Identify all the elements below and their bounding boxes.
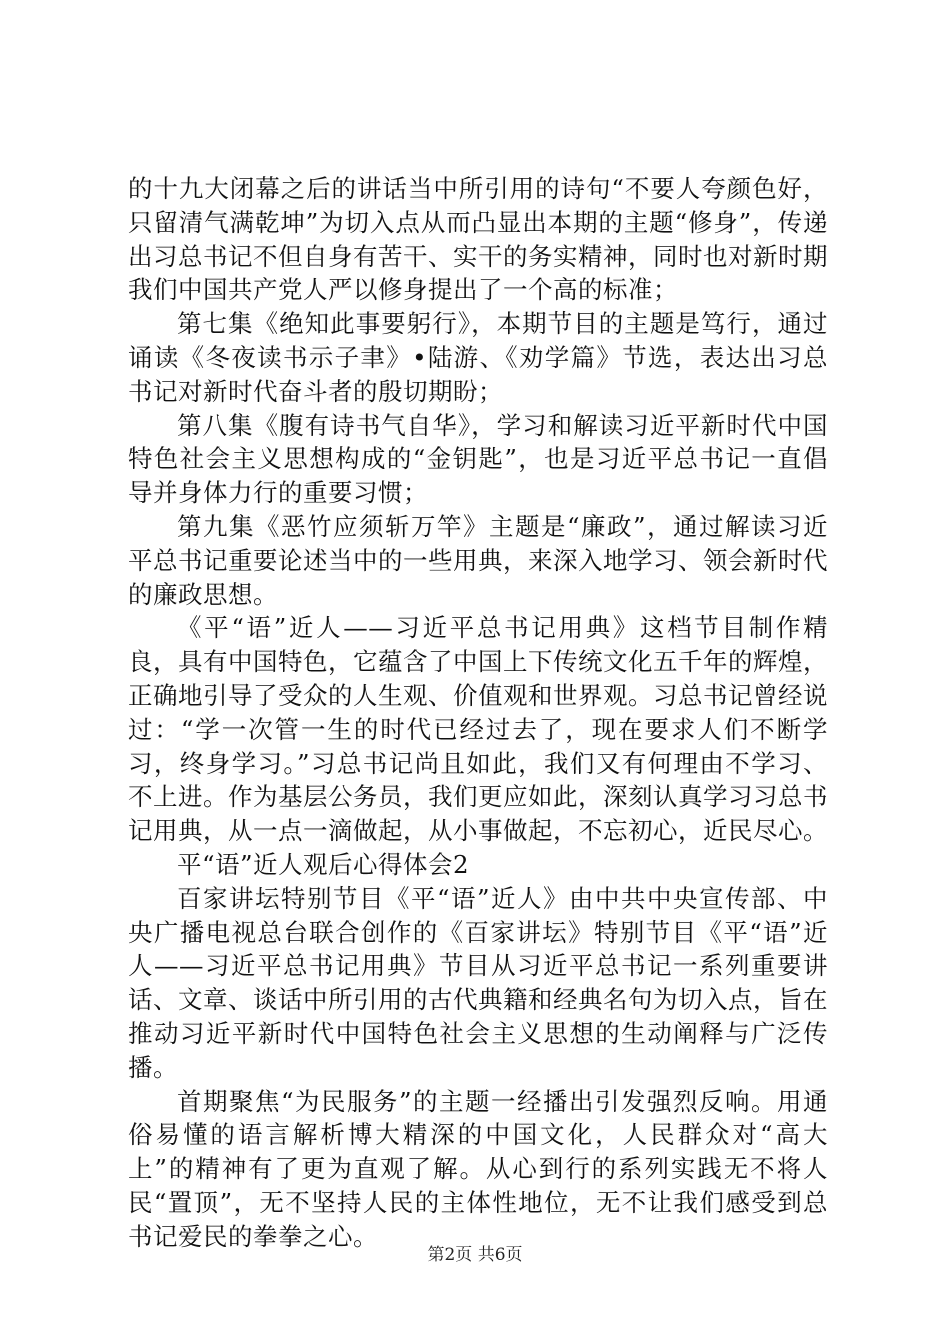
- paragraph: 的十九大闭幕之后的讲话当中所引用的诗句“不要人夸颜色好，只留清气满乾坤”为切入点从而凸显出本期的主题“修身”，传递出习总书记不但自身有苦干、实干的务实精神，同时也对新时期我们中国共产党人严以修身提出了一个高的标准；: [128, 174, 828, 305]
- paragraph: 第九集《恶竹应须斩万竿》主题是“廉政”，通过解读习近平总书记重要论述当中的一些用典，来深入地学习、领会新时代的廉政思想。: [128, 511, 828, 609]
- section-heading: 平“语”近人观后心得体会2: [177, 849, 470, 879]
- paragraph: 首期聚焦“为民服务”的主题一经播出引发强烈反响。用通俗易懂的语言解析博大精深的中国文化，人民群众对“高大上”的精神有了更为直观了解。从心到行的系列实践无不将人民“置顶”，无不坚持人民的主体性地位，无不让我们感受到总书记爱民的拳拳之心。: [128, 1086, 828, 1251]
- paragraph: 第七集《绝知此事要躬行》，本期节目的主题是笃行，通过诵读《冬夜读书示子聿》•陆游、《劝学篇》节选，表达出习总书记对新时代奋斗者的殷切期盼；: [128, 309, 828, 406]
- paragraph: 第八集《腹有诗书气自华》，学习和解读习近平新时代中国特色社会主义思想构成的“金钥匙”，也是习近平总书记一直倡导并身体力行的重要习惯；: [128, 410, 828, 508]
- page-number-footer: 第2页 共6页: [427, 1245, 523, 1265]
- paragraph: 《平“语”近人——习近平总书记用典》这档节目制作精良，具有中国特色，它蕴含了中国上下传统文化五千年的辉煌，正确地引导了受众的人生观、价值观和世界观。习总书记曾经说过：“学一次管一生的时代已经过去了，现在要求人们不断学习，终身学习。”习总书记尚且如此，我们又有何理由不学习、不上进。作为基层公务员，我们更应如此，深刻认真学习习总书记用典，从一点一滴做起，从小事做起，不忘初心，近民尽心。: [128, 613, 828, 846]
- paragraph: 百家讲坛特别节目《平“语”近人》由中共中央宣传部、中央广播电视总台联合创作的《百家讲坛》特别节目《平“语”近人——习近平总书记用典》节目从习近平总书记一系列重要讲话、文章、谈话中所引用的古代典籍和经典名句为切入点，旨在推动习近平新时代中国特色社会主义思想的生动阐释与广泛传播。: [128, 883, 828, 1082]
- document-body: [128, 172, 828, 1254]
